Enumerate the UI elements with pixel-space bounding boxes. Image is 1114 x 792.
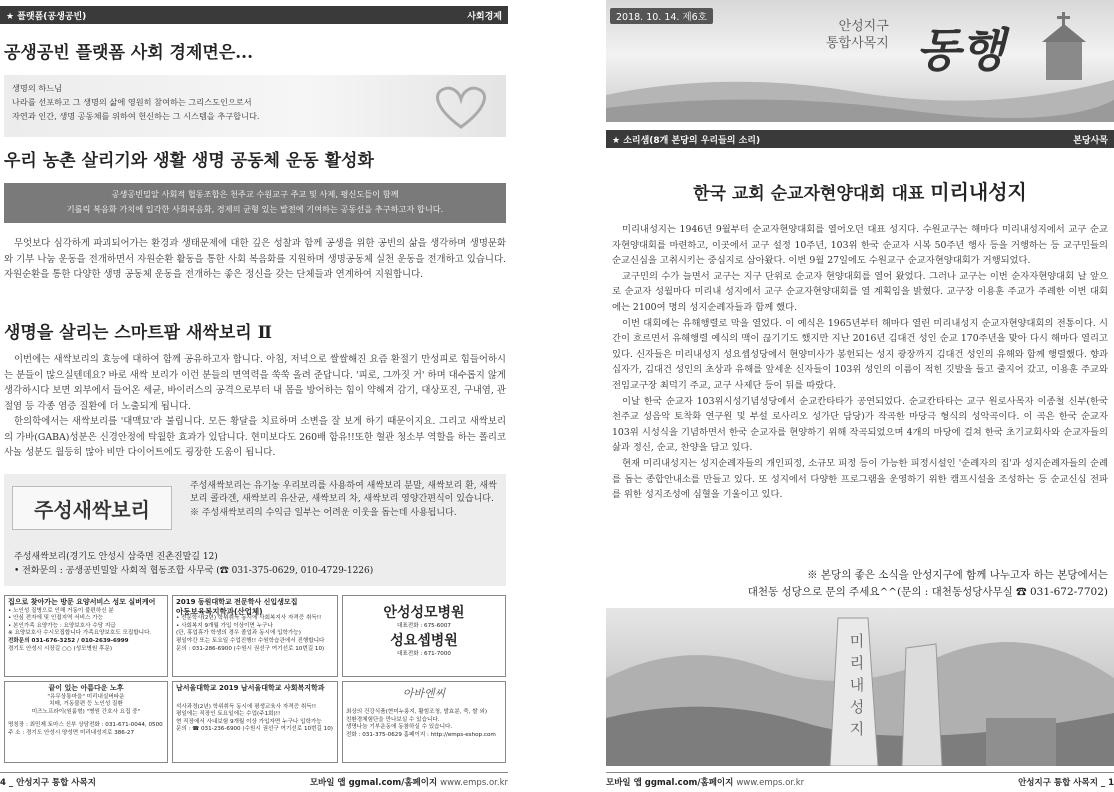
ad-line: • 사회복지 9개월 가입 이상이면 누구나: [176, 622, 273, 629]
hospital-name-1: 안성성모병원: [383, 605, 465, 621]
paragraph: 한의학에서는 새싹보리를 '대맥묘'라 불립니다. 모든 황달을 치료하며 소변을 잘 보게 하기 때문이지요. 그리고 새싹보리의 가바(GABA)성분은 신경안정에 탁월한 효과가 있답니다. 현미보다도 260배 함유!!또한 혈관 청소부 역할을 하는 폴리코사놀 성분도 월등히 많아 비만 다이어트에도 굉장한 도움이 됩니다.: [4, 416, 506, 458]
heart-hands-icon: [426, 81, 496, 131]
ad-dongwon-college: [172, 595, 338, 677]
hospital-tel-2: 대표전화 : 671-7000: [397, 650, 451, 657]
left-page: [0, 0, 508, 792]
ad-line: 평일에는 직장인 토요일에는 수업(주1회)!!: [176, 711, 281, 718]
mirinae-photo: [606, 608, 1114, 766]
ad-title: 남서울대학교 2019 남서울대학교 사회복지학과: [176, 684, 325, 692]
coop-intro-line-2: 기롤릭 복음화 가치에 입각한 사회복음화, 경제의 균형 있는 발전에 기여하는 공동선을 추구하고자 합니다.: [66, 204, 444, 214]
footer-app: 모바일 앱 ggmal.com/홈페이지: [309, 778, 441, 788]
ad-line: 전화문의 031-676-3252 / 010-2639-6999: [8, 637, 129, 644]
section-bar-platform: [0, 6, 508, 24]
ad-line: 생명나눔 기부운동에 동참하실 수 있습니다.: [346, 724, 453, 731]
ad-line: 친환경체험단을 만나보실 수 있습니다.: [346, 716, 440, 723]
intro-line-1: 생명의 하느님: [12, 83, 63, 93]
paragraph: 이번에는 새싹보리의 효능에 대하여 함께 공유하고자 합니다. 아침, 저녁으로 쌀쌀해진 요즘 환절기 만성피로 힘들어하시는 분들이 많으실텐데요? 바로 새싹 보리가 이런 분들의 면역력을 쑥쑥 올려 준답니다. '피로, 그까짓 거' 하며 대수롭지 않게 생각하시다 보면 외부에서 들어온 세균, 바이러스의 공격으로부터 내 몸을 방어하는 힘이 약해져 감기, 대상포진, 구내염, 관절염 등 각종 염증 질환에 더 노출되게 됩니다.: [4, 354, 506, 412]
section-title: ★ 플랫폼(공생공빈): [6, 11, 87, 22]
ad-line: 문의 : 031-286-6900 (수원시 권선구 여기선로 10번길 10): [176, 645, 325, 652]
ad-line: ※ 요양보호사 수시모집합니다 가족요양보호도 모집합니다.: [8, 630, 152, 637]
right-page: [606, 0, 1114, 792]
notice-line-2: 대천동 성당으로 문의 주세요^^(문의 : 대천동성당사무실 ☎ 031-672-7702): [747, 586, 1108, 598]
article-barley: [4, 352, 506, 461]
section-category: 본당사목: [1073, 135, 1108, 146]
notice-line-1: ※ 본당의 좋은 소식을 안성지구에 함께 나누고자 하는 본당에서는: [807, 569, 1108, 581]
footer-links: [606, 776, 804, 788]
ad-line: • 안심 전자에 및 인접지역 서비스 가능: [8, 615, 104, 622]
ad-line: 경기도 안성시 시장길 ○○ (성모병원 후문): [8, 645, 113, 652]
footer-website-link[interactable]: www.emps.or.kr: [440, 778, 508, 788]
article-environment: [4, 236, 506, 283]
intro-box: [4, 75, 506, 137]
ad-health-food: [342, 681, 506, 763]
headline-platform: 공생공빈 플랫폼 사회 경제면은...: [4, 43, 253, 63]
ad-line: • 노인성 질병으로 인해 거동이 불편하신 분: [8, 607, 114, 614]
article-mirinae: [612, 222, 1108, 503]
ad-line: (단, 휴업휴가 학생의 경우 졸업과 동시에 입학가능): [176, 630, 301, 637]
ad-line: 최상의 건강식품(현미누룽지, 활힘조청, 발효분, 죽, 쌀 외): [346, 709, 488, 715]
page-number-right: 안성지구 통합 사목지 _ 1: [1018, 778, 1114, 788]
ad-title: 끝이 있는 아름다운 노후: [48, 684, 124, 692]
ad-line: 전화 : 031-375-0629 홈페이지 : http://emps-eshop.com: [346, 731, 496, 738]
hospital-name-2: 성요셉병원: [390, 632, 458, 649]
page-number-left: 4 _ 안성지구 통합 사목지: [0, 778, 96, 788]
hospital-tel-1: 대표전화 : 675-6007: [397, 623, 451, 629]
coop-intro-box: [4, 183, 506, 223]
paragraph: 미리내성지는 1946년 9월부터 순교자현양대회를 열어오던 대표 성지다. 수원교구는 해마다 미리내성지에서 교구 순교자현양대회를 마련하고, 이곳에서 교구 설정 10주년, 103위 한국 순교자 시복 50주년 행사 등을 거행하는 등 교구민들의 순교신심을 고취시키는 중심지로 삼아왔다. 이번 9월 27일에도 수원교구 순교자현양대회가 거행되었다.: [612, 224, 1108, 267]
ad-subtitle: "유무상통마을" 미리내실버타운: [47, 693, 125, 700]
left-footer: [0, 772, 508, 788]
monument-inscription: 미리내성지: [849, 632, 865, 738]
barley-note: ※ 주성새싹보리의 수익금 일부는 어려운 이웃을 돕는데 사용됩니다.: [190, 508, 457, 518]
ad-line: 석사과정(2년) 학위취득 동시에 평생교육사 자격증 취득!!: [176, 703, 317, 710]
ad-line: 미즈노프라이(원룸형) "병원 간호사 요집 중": [31, 708, 141, 715]
paragraph: 이번 대회에는 유해행렬로 막을 열었다. 이 예식은 1965년부터 해마다 열린 미리내성지 순교자현양대회의 전통이다. 시간이 흐르면서 유해행렬 예식의 맥이 끊기기도 했지만 지난 2016년 김대건 성인 순교 170주년을 맞아 다시 해마다 열리고 있다. 신자들은 미리내성지 성요셉성당에서 현양미사가 봉헌되는 성지 광장까지 김대건 성인의 유해와 함께 행렬했다. 향과 십자가, 김대건 성인의 초상과 유해를 앞세운 신자들이 103위 성인의 이름이 적힌 깃발을 들고 줄지어 갔고, 이용훈 주교와 전임교구장 최덕기 주교, 교구 사제단 등이 뒤를 따랐다.: [612, 317, 1108, 391]
paragraph: 교구민의 수가 늘면서 교구는 지구 단위로 순교자 현양대회를 열어 왔었다. 그러나 교구는 이번 순자자현양대회 날 앞으로 순교자 성월마다 미리내 성지에서 교구 순교자현양대회를 열 계획임을 밝혔다. 교구장 이용훈 주교가 주례한 이번 대회에는 2100여 명의 성지순례자들과 함께 했다.: [612, 270, 1108, 313]
ad-title: 아바엔씨: [402, 687, 446, 700]
headline-barley: 생명을 살리는 스마트팜 새싹보리 Ⅱ: [4, 323, 272, 343]
ad-title: 집으로 찾아가는 방문 요양서비스 성모 실버케어: [8, 598, 156, 606]
intro-line-2: 나라를 선포하고 그 생명의 삶에 영원히 참여하는 그리스도인으로서: [12, 97, 252, 107]
ad-line: 치매, 거동불편 등 노인성 질환: [49, 701, 123, 708]
barley-description: [190, 480, 500, 520]
headline-emphasis: 미리내성지: [930, 180, 1027, 204]
masthead-subtitle: [826, 18, 889, 52]
barley-ad-box: [4, 474, 506, 586]
barley-logo: 주성새싹보리: [12, 486, 172, 530]
subtitle-line-2: 통합사목지: [826, 36, 889, 51]
paragraph: 무엇보다 심각하게 파괴되어가는 환경과 생태문제에 대한 깊은 성찰과 함께 공생을 위한 공빈의 삶을 생각하며 생명문화와 기부 나눔 운동을 전개하면서 자원순환 활동을 통한 사회 복음화를 지원하며 생명공동체 실천 운동을 전개하고 있습니다. 자원순환을 통한 다양한 생명 공동체 운동을 전개하는 좋은 정신을 갖는 단체들과 연계하여 지원합니다.: [4, 238, 506, 280]
ad-silver-town: [4, 681, 168, 763]
footer-links: [310, 776, 508, 788]
masthead: [606, 0, 1114, 122]
footer-app: 모바일 앱 ggmal.com/홈페이지: [606, 778, 737, 788]
barley-contact: [14, 550, 373, 578]
intro-line-3: 자연과 인간, 생명 공동체를 위하여 헌신하는 그 시스템을 추구합니다.: [12, 111, 260, 121]
section-bar-voices: [606, 130, 1114, 148]
ad-line: • 본인가족 요양가능 : 요양보호사 수당 지급: [8, 622, 116, 629]
barley-desc-text: 주성새싹보리는 유기농 우리보리를 사용하여 새싹보리 분말, 새싹보리 환, 새싹보리 콜라겐, 새싹보리 유산균, 새싹보리 차, 새싹보리 영양간편식이 있습니다.: [190, 481, 497, 504]
ad-line: 현 직장에서 사내보험 9개월 이상 가입자면 누구나 입학가능: [176, 718, 322, 725]
footer-website-link[interactable]: www.emps.or.kr: [736, 778, 805, 788]
ad-line: • 전문학사(2년) 학위취득 동시에 사회복지사 자격증 취득!!: [176, 615, 322, 622]
section-title: ★ 소리샘(8개 본당의 우리들의 소리): [612, 135, 761, 146]
ad-line: 명칭장 : 최민제 토마스 신부 상담전화 : 031-671-0044, 0500: [8, 722, 163, 729]
ad-subtitle: 아동보육복지학과(산업체): [176, 606, 263, 616]
barley-address: 주성새싹보리(경기도 안성시 삼죽면 진촌진말길 12): [14, 552, 218, 562]
ad-title: 2019 동원대학교 전문학사 신입생모집: [176, 598, 298, 606]
masthead-title: 동행: [916, 23, 1005, 77]
ad-silver-care: [4, 595, 168, 677]
section-category: 사회경제: [467, 11, 502, 22]
ad-line: 주 소 : 경기도 안성시 양성면 미리내성지로 386-27: [8, 729, 135, 736]
ad-line: 문의 : ☎ 031-236-6900 (수원시 권선구 여기선로 10번길 10): [176, 726, 333, 733]
issue-date-badge: 2018. 10. 14. 제6호: [610, 8, 713, 24]
headline-farm: 우리 농촌 살리기와 생활 생명 공동체 운동 활성화: [4, 151, 374, 171]
notice-box: [748, 567, 1108, 601]
ad-line: 평일야간 또는 토요일 수업진행!! 수원학습관에서 진행합니다: [176, 637, 325, 644]
subtitle-line-1: 안성지구: [838, 19, 889, 34]
coop-intro-line-1: 공생공빈밀알 사회적 협동조합은 천주교 수원교구 주교 및 사제, 평신도들이 함께: [111, 189, 399, 199]
paragraph: 현재 미리내성지는 성지순례자들의 개인피정, 소규모 피정 등이 가능한 피정시설인 '순례자의 집'과 성지순례자들의 순례를 돕는 종합안내소를 만들고 있다. 또 성지에서 다양한 프로그램을 운영하기 위한 캠프시설을 조성하는 등 순교신심 전파를 위한 성지조성에 심혈을 기울이고 있다.: [612, 457, 1108, 501]
article-headline: [606, 176, 1114, 205]
ad-hospitals: [342, 595, 506, 677]
barley-phone: • 전화문의 : 공생공빈밀알 사회적 협동조합 사무국 (☎ 031-375-0629, 010-4729-1226): [14, 566, 374, 576]
ad-namseoul-univ: [172, 681, 338, 763]
right-footer: [606, 772, 1114, 788]
paragraph: 이날 한국 순교자 103위시성기념성당에서 순교칸타타가 공연되었다. 순교칸타타는 교구 원로사목자 이종철 신부(한국 천주교 성음악 토착화 연구원 및 부설 로사리오 성가단 담당)가 작곡한 마당극 형식의 성악곡이다. 이 곡은 한국 순교자 103위 시성식을 기념하면서 한국 순교자를 현양하기 위해 작곡되었으며 4개의 마당에 걸쳐 한국 초기교회사와 순교자들의 삶과 정신, 순교, 찬양을 담고 있다.: [612, 395, 1108, 454]
headline-text: 한국 교회 순교자현양대회 대표: [693, 184, 931, 204]
